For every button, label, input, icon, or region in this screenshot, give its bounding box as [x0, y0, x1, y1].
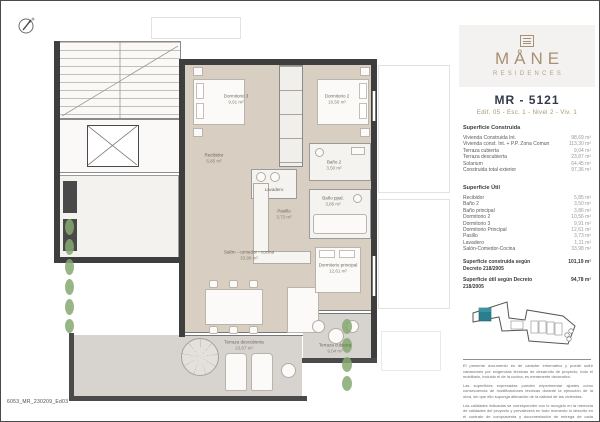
nightstand	[360, 67, 370, 76]
label-banop	[322, 195, 344, 206]
pillow	[319, 250, 335, 258]
pillow	[359, 83, 367, 99]
row-label: Pasillo	[463, 233, 478, 240]
chair	[249, 280, 258, 288]
chair	[209, 326, 218, 334]
kitchen-cabinets	[253, 183, 269, 257]
sink-round	[353, 194, 362, 203]
legal-paragraph: El presente documento es de carácter informativo y puede sufrir variaciones por exigencias técnicas de desarrollo de proyecto, todo el mobiliario, incluido el de la cocina, es meramente decorativo.	[463, 363, 593, 380]
sun-lounger	[251, 353, 273, 391]
dryer	[270, 172, 280, 182]
room-area: 33,98 m²	[240, 255, 258, 260]
brand-name: MÅNE	[494, 49, 565, 68]
divider	[463, 359, 591, 360]
brand-logo	[459, 25, 595, 87]
window-master-side	[372, 256, 376, 296]
side-table	[281, 363, 296, 378]
label-dorm2	[325, 93, 350, 104]
nightstand	[193, 67, 203, 76]
document-code: 6053_MR_230209_Ed03	[7, 399, 69, 405]
summary-table	[463, 259, 591, 295]
row-value: 33,98 m²	[571, 246, 591, 253]
pillow	[196, 83, 204, 99]
bathtub	[313, 214, 367, 234]
site-key-map	[465, 297, 589, 355]
plant	[65, 319, 74, 333]
label-recibidor	[204, 152, 223, 163]
context-outline	[151, 17, 241, 39]
terrace-chair	[312, 320, 325, 333]
room-name: Salón - comedor - cocina	[223, 249, 275, 255]
mane-monogram-icon	[520, 35, 534, 47]
row-value: 94,78 m²	[570, 277, 591, 283]
label-pasillo	[276, 208, 291, 219]
chair	[249, 326, 258, 334]
room-name: Pasillo	[277, 208, 291, 214]
row-value: 64,45 m²	[571, 160, 591, 167]
row-label: Recibidor	[463, 195, 485, 201]
plant	[342, 319, 352, 334]
row-value: 5,85 m²	[574, 195, 591, 201]
row-label: Dormitorio 2	[463, 214, 491, 221]
row-value: 12,61 m²	[571, 227, 591, 234]
terrace-wall	[69, 333, 74, 401]
row-value: 113,30 m²	[568, 141, 591, 148]
label-salon	[224, 249, 274, 260]
legal-text	[463, 363, 593, 422]
window-bedroom	[372, 91, 376, 121]
table-row	[463, 167, 591, 173]
core-wall	[54, 41, 60, 263]
dining-table	[205, 289, 263, 325]
terrace-wall	[69, 396, 307, 401]
label-bano2	[326, 159, 341, 170]
plant	[342, 376, 352, 391]
chair	[229, 326, 238, 334]
row-value: 1,11 m²	[574, 239, 591, 246]
shaft	[63, 181, 77, 213]
row-value: 98,69 m²	[571, 135, 591, 141]
row-label: Superficie útil según Decreto 218/2005	[463, 277, 533, 290]
room-area: 23,87 m²	[235, 345, 253, 350]
wall-left	[179, 59, 185, 337]
label-dorm3	[224, 93, 249, 104]
toilet	[315, 148, 324, 157]
label-terraza-cubierta	[319, 342, 351, 353]
context-outline-neighbor	[378, 65, 450, 193]
built-area-title: Superficie Construida	[463, 125, 521, 131]
room-name: Terraza descubierta	[224, 339, 264, 345]
room-area: 10,56 m²	[328, 99, 346, 104]
room-area: 9,04 m²	[327, 348, 343, 353]
built-area-table	[463, 135, 591, 173]
room-area: 3,86 m²	[325, 201, 341, 206]
room-name: Baño ppal.	[322, 195, 344, 201]
row-value: 23,87 m²	[571, 154, 591, 161]
room-name: Terraza cubierta	[318, 342, 352, 348]
row-label: Vivienda const. Int. + P.P. Zona Comun	[463, 141, 550, 148]
row-value: 9,91 m²	[574, 220, 591, 227]
room-name: Recibidor	[204, 152, 224, 158]
label-dormp	[316, 262, 360, 273]
row-label: Lavadero	[463, 239, 484, 246]
sink	[351, 147, 365, 155]
summary-row	[463, 259, 591, 272]
washer	[256, 172, 266, 182]
row-label: Superficie construida según Decreto 218/2005	[463, 259, 531, 272]
plant	[65, 299, 74, 315]
context-outline	[381, 331, 441, 371]
useful-area-title: Superficie Útil	[463, 185, 500, 191]
chair	[229, 280, 238, 288]
info-panel	[453, 1, 600, 422]
label-lavadero	[265, 187, 284, 193]
unit-code: MR - 5121	[494, 93, 560, 107]
floor-plan	[1, 1, 453, 422]
row-label: Dormitorio Principal	[463, 227, 507, 234]
nightstand	[193, 128, 203, 137]
room-name: Dormitorio principal	[318, 262, 358, 268]
row-label: Baño 2	[463, 201, 479, 208]
pillow	[359, 103, 367, 119]
brand-subtitle: RESIDENCES	[492, 71, 564, 77]
plant	[65, 219, 74, 235]
row-label: Baño principal	[463, 207, 495, 214]
room-area: 5,85 m²	[206, 158, 222, 163]
pillow	[339, 250, 355, 258]
room-name: Dormitorio 3	[223, 93, 249, 99]
row-label: Construida total exterior	[463, 167, 517, 174]
elevator	[87, 125, 139, 167]
plant	[342, 357, 352, 372]
row-value: 3,50 m²	[574, 201, 591, 208]
sun-lounger	[225, 353, 247, 391]
spiral-stair	[181, 338, 219, 376]
room-area: 12,61 m²	[329, 268, 347, 273]
row-label: Salón-Comedor-Cocina	[463, 246, 516, 253]
plant	[65, 259, 74, 275]
room-name: Dormitorio 2	[324, 93, 350, 99]
row-label: Terraza descubierta	[463, 154, 507, 161]
room-area: 3,73 m²	[276, 214, 292, 219]
nightstand	[360, 128, 370, 137]
room-area: 9,91 m²	[228, 99, 244, 104]
useful-area-table	[463, 195, 591, 253]
window-salon	[185, 332, 303, 336]
room-name: Lavadero	[264, 187, 284, 193]
pillow	[196, 103, 204, 119]
row-value: 101,19 m²	[568, 259, 591, 265]
row-value: 3,73 m²	[574, 233, 591, 240]
row-value: 9,04 m²	[574, 147, 591, 154]
label-terraza-descubierta	[224, 339, 264, 350]
row-value: 97,36 m²	[571, 167, 591, 174]
row-label: Terraza cubierta	[463, 147, 499, 154]
unit-location: Edif. 05 - Esc. 1 - Nivel 2 - Viv. 1	[476, 110, 578, 116]
legal-paragraph: Las superficies expresadas pueden experimentar ajustes como consecuencia de modificaciones técnicas durante la ejecución de la obra, sin que ello suponga alteración de la calidad de las viviendas.	[463, 382, 593, 399]
room-name: Baño 2	[326, 159, 342, 165]
service-core	[59, 175, 179, 259]
plant	[65, 279, 74, 295]
context-outline-neighbor	[378, 199, 450, 309]
terrace-wall	[302, 358, 377, 363]
stairwell	[59, 41, 181, 119]
legal-paragraph: Las calidades indicadas se corresponden con lo recogido en la memoria de calidades del proyecto y prevalecerá en todo momento lo descrito en el contrato de compraventa y documentación de entrega de cada vivienda.	[463, 402, 593, 422]
table-row	[463, 246, 591, 252]
row-value: 3,86 m²	[574, 207, 591, 214]
row-value: 10,56 m²	[571, 214, 591, 221]
row-label: Dormitorio 3	[463, 220, 491, 227]
row-label: Vivienda Construida Int.	[463, 135, 516, 141]
row-label: Solarium	[463, 160, 483, 167]
summary-row	[463, 277, 591, 290]
chair	[209, 280, 218, 288]
plant	[65, 239, 74, 255]
room-area: 3,50 m²	[326, 165, 342, 170]
wardrobe-column	[279, 65, 303, 167]
